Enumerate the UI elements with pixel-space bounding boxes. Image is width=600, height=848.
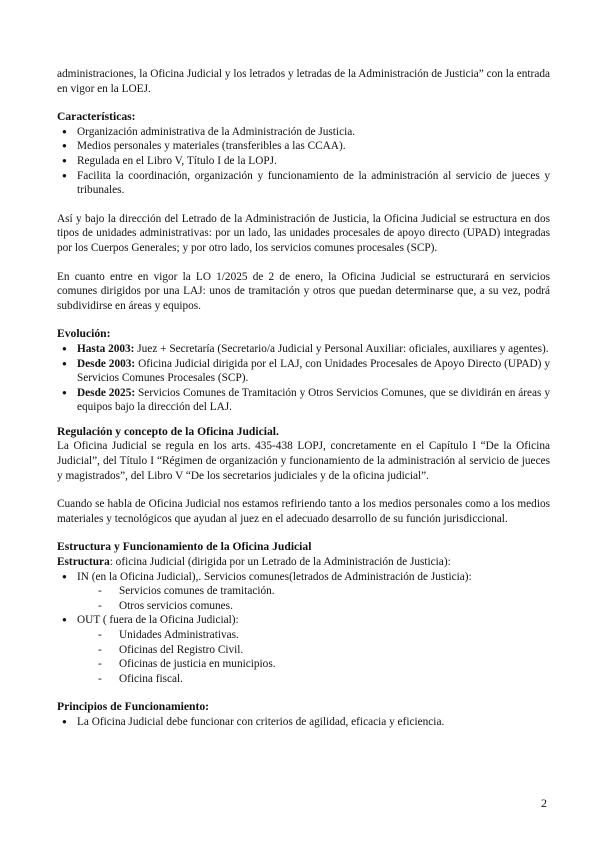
concepto-paragraph: Cuando se habla de Oficina Judicial nos estamos refiriendo tanto a los medios personales como a los medios materiales y tecnológicos que ayudan al juez en el adecuado desarrollo de su función jurisdiccional. (57, 498, 550, 525)
sub-list-item: - Oficinas del Registro Civil. (98, 643, 550, 658)
evolucion-label: Desde 2025: (77, 386, 136, 399)
regulacion-paragraph: La Oficina Judicial se regula en los arts. 435-438 LOPJ, concretamente en el Capítulo I “De la Oficina Judicial”, del Título I “Régimen de organización y funcionamiento de la administración al servicio de jueces y magistrados”, del Libro V “De los secretarios judiciales y de la oficina judicial”. (57, 440, 550, 482)
list-item: ● Organización administrativa de la Administración de Justicia. (57, 125, 550, 140)
document-body (57, 67, 550, 730)
estructura-lead (57, 555, 550, 570)
estructura-text: : oficina Judicial (dirigida por un Letrado de la Administración de Justicia): (109, 556, 451, 569)
regulacion-heading: Regulación y concepto de la Oficina Judicial. (57, 424, 279, 438)
out-sublist (77, 628, 550, 686)
estructura-heading: Estructura y Funcionamiento de la Oficina Judicial (57, 540, 312, 554)
list-item (57, 613, 550, 686)
evolucion-text: Oficina Judicial dirigida por el LAJ, con Unidades Procesales de Apoyo Directo (UPAD) y Servicios Comunes Procesales (SCP). (77, 357, 550, 385)
list-item (57, 342, 550, 357)
list-item (57, 386, 550, 415)
sub-list-item: - Oficina fiscal. (98, 672, 550, 687)
estructura-label: Estructura (57, 556, 110, 569)
evolucion-text: Servicios Comunes de Tramitación y Otros Servicios Comunes, que se dividirán en áreas y equipos bajo la dirección del LAJ. (77, 386, 551, 414)
lo-paragraph: En cuanto entre en vigor la LO 1/2025 de 2 de enero, la Oficina Judicial se estructurará en servicios comunes dirigidos por una LAJ: unos de tramitación y otros que puedan determinarse que, a su vez, podrá subdividirse en áreas y equipos. (57, 270, 550, 312)
list-item (57, 357, 550, 386)
list-item: ● La Oficina Judicial debe funcionar con criterios de agilidad, eficacia y eficiencia. (57, 715, 550, 730)
principios-list (57, 715, 550, 730)
out-label: OUT ( fuera de la Oficina Judicial): (77, 614, 239, 627)
direccion-paragraph: Así y bajo la dirección del Letrado de la Administración de Justicia, la Oficina Judicial se estructura en dos tipos de unidades administrativas: por un lado, las unidades procesales de apoyo directo (UPAD) integradas por los Cuerpos Generales; y por otro lado, los servicios comunes procesales (SCP). (57, 212, 550, 254)
in-sublist (77, 584, 550, 613)
evolucion-label: Desde 2003: (77, 357, 136, 370)
sub-list-item: - Oficinas de justicia en municipios. (98, 657, 550, 672)
list-item (57, 570, 550, 614)
sub-list-item: - Unidades Administrativas. (98, 628, 550, 643)
principios-heading: Principios de Funcionamiento: (57, 700, 210, 714)
caracteristicas-list (57, 125, 550, 198)
sub-list-item: - Otros servicios comunes. (98, 599, 550, 614)
sub-list-item: - Servicios comunes de tramitación. (98, 584, 550, 599)
evolucion-label: Hasta 2003: (77, 342, 135, 355)
page-number: 2 (541, 796, 547, 810)
list-item: ● Regulada en el Libro V, Título I de la LOPJ. (57, 154, 550, 169)
intro-tail-paragraph: administraciones, la Oficina Judicial y los letrados y letradas de la Administración de Justicia” con la entrada en vigor en la LOEJ. (57, 68, 550, 95)
estructura-list (57, 570, 550, 687)
caracteristicas-heading: Características: (57, 110, 136, 124)
evolucion-heading: Evolución: (57, 327, 111, 341)
evolucion-text: Juez + Secretaría (Secretario/a Judicial y Personal Auxiliar: oficiales, auxiliares y agentes). (134, 342, 549, 355)
list-item: ● Facilita la coordinación, organización y funcionamiento de la administración al servicio de jueces y tribunales. (57, 169, 550, 198)
evolucion-list (57, 342, 550, 415)
list-item: ● Medios personales y materiales (transferibles a las CCAA). (57, 139, 550, 154)
in-label: IN (en la Oficina Judicial),. Servicios comunes(letrados de Administración de Justicia): (77, 570, 472, 583)
